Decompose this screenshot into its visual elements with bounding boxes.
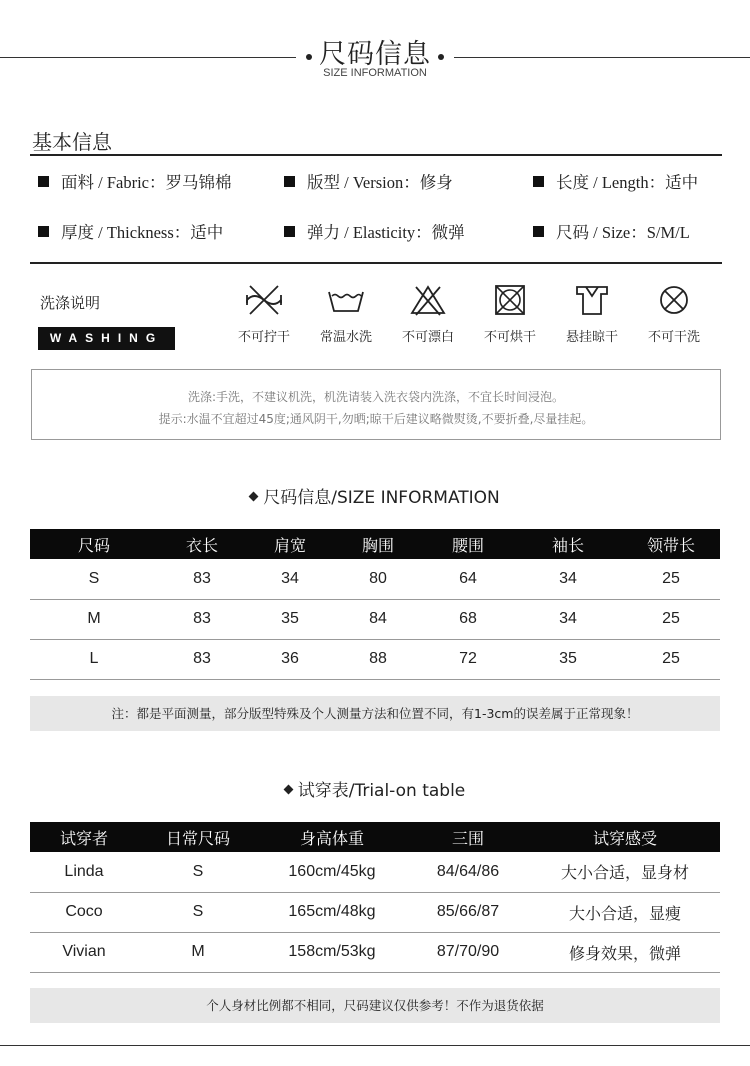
no-wring-icon — [244, 283, 284, 317]
wash-icon-label: 常温水洗 — [319, 330, 372, 345]
table-cell: 64 — [422, 559, 514, 599]
table-cell: 34 — [514, 559, 622, 599]
table-cell: Coco — [30, 892, 138, 932]
table-cell: M — [30, 599, 158, 639]
page-subtitle: SIZE INFORMATION — [323, 67, 427, 79]
table-header-cell: 试穿感受 — [530, 822, 720, 852]
basic-info-rule-bottom — [30, 262, 722, 264]
basic-info-text: 弹力 / Elasticity：微弹 — [307, 223, 465, 242]
table-cell: 25 — [622, 559, 720, 599]
header-dot-right — [438, 54, 444, 60]
no-dry-clean-icon — [654, 283, 694, 317]
basic-info-text: 厚度 / Thickness：适中 — [61, 223, 224, 242]
table-cell: Vivian — [30, 932, 138, 972]
table-cell: Linda — [30, 852, 138, 892]
wash-icon-item — [308, 283, 384, 345]
wash-icon-label: 不可拧干 — [237, 330, 290, 345]
trial-section-title — [0, 776, 750, 801]
trial-table-header-row — [30, 822, 720, 852]
table-cell: 84 — [334, 599, 422, 639]
table-cell: 25 — [622, 599, 720, 639]
no-bleach-icon — [408, 283, 448, 317]
trial-table — [30, 822, 720, 973]
hang-dry-icon — [572, 283, 612, 317]
table-header-cell: 腰围 — [422, 529, 514, 559]
header-rule-right — [454, 57, 750, 58]
size-measure-note: 注：都是平面测量，部分版型特殊及个人测量方法和位置不同，有1-3cm的误差属于正常现象！ — [30, 696, 720, 731]
table-cell: 84/64/86 — [406, 852, 530, 892]
basic-info-rule-top — [30, 154, 722, 156]
size-section-title — [0, 483, 750, 508]
washing-notes-box — [31, 369, 721, 440]
bullet-square-icon — [533, 226, 544, 237]
basic-info-item — [38, 168, 232, 194]
basic-info-grid — [38, 168, 722, 268]
wash-icon-item — [226, 283, 302, 345]
table-cell: 88 — [334, 639, 422, 679]
table-cell: 大小合适，显瘦 — [530, 892, 720, 932]
table-cell: 83 — [158, 559, 246, 599]
basic-info-title: 基本信息 — [32, 130, 112, 154]
basic-info-row — [38, 168, 722, 218]
table-cell: S — [138, 852, 258, 892]
table-cell: L — [30, 639, 158, 679]
table-cell: 165cm/48kg — [258, 892, 406, 932]
table-header-cell: 日常尺码 — [138, 822, 258, 852]
basic-info-text: 面料 / Fabric：罗马锦棉 — [61, 173, 232, 192]
table-row — [30, 892, 720, 932]
table-cell: 34 — [514, 599, 622, 639]
table-header-cell: 身高体重 — [258, 822, 406, 852]
table-cell: S — [138, 892, 258, 932]
table-cell: 83 — [158, 639, 246, 679]
table-header-cell: 试穿者 — [30, 822, 138, 852]
basic-info-row — [38, 218, 722, 268]
wash-icon-label: 不可干洗 — [647, 330, 700, 345]
bullet-square-icon — [284, 176, 295, 187]
basic-info-text: 长度 / Length：适中 — [556, 173, 699, 192]
bullet-square-icon — [284, 226, 295, 237]
normal-wash-icon — [326, 283, 366, 317]
table-cell: 83 — [158, 599, 246, 639]
table-cell: 72 — [422, 639, 514, 679]
wash-icon-item — [636, 283, 712, 345]
size-table — [30, 529, 720, 680]
size-table-header-row — [30, 529, 720, 559]
wash-icon-label: 不可漂白 — [401, 330, 454, 345]
table-cell: 158cm/53kg — [258, 932, 406, 972]
basic-info-text: 尺码 / Size：S/M/L — [556, 223, 690, 242]
table-header-cell: 领带长 — [622, 529, 720, 559]
basic-info-item — [533, 168, 698, 194]
table-header-cell: 胸围 — [334, 529, 422, 559]
table-header-cell: 肩宽 — [246, 529, 334, 559]
wash-icon-item — [554, 283, 630, 345]
basic-info-item — [284, 218, 465, 244]
table-cell: 大小合适，显身材 — [530, 852, 720, 892]
washing-note-line: 提示:水温不宜超过45度;通风阴干,勿晒;晾干后建议略微熨烫,不要折叠,尽量挂起。 — [158, 412, 594, 426]
table-cell: 85/66/87 — [406, 892, 530, 932]
table-cell: 80 — [334, 559, 422, 599]
table-row — [30, 599, 720, 639]
size-section-title-text: 尺码信息/SIZE INFORMATION — [263, 488, 500, 508]
bullet-square-icon — [38, 176, 49, 187]
table-cell: 68 — [422, 599, 514, 639]
bullet-square-icon — [38, 226, 49, 237]
table-cell: 修身效果，微弹 — [530, 932, 720, 972]
trial-section-title-text: 试穿表/Trial-on table — [297, 781, 466, 801]
wash-icon-item — [390, 283, 466, 345]
wash-icon-item — [472, 283, 548, 345]
table-header-cell: 尺码 — [30, 529, 158, 559]
basic-info-item — [533, 218, 690, 244]
diamond-bullet-icon — [283, 784, 293, 794]
page-header — [0, 22, 750, 82]
table-cell: S — [30, 559, 158, 599]
no-tumble-dry-icon — [490, 283, 530, 317]
table-row — [30, 639, 720, 679]
table-row — [30, 852, 720, 892]
table-cell: 25 — [622, 639, 720, 679]
table-header-cell: 衣长 — [158, 529, 246, 559]
bullet-square-icon — [533, 176, 544, 187]
diamond-bullet-icon — [249, 491, 259, 501]
basic-info-text: 版型 / Version：修身 — [307, 173, 453, 192]
wash-icon-label: 不可烘干 — [483, 330, 536, 345]
table-cell: 35 — [246, 599, 334, 639]
table-cell: 160cm/45kg — [258, 852, 406, 892]
trial-disclaimer-note: 个人身材比例都不相同，尺码建议仅供参考！不作为退货依据 — [30, 988, 720, 1023]
basic-info-item — [38, 218, 223, 244]
washing-note-line: 洗涤:手洗，不建议机洗，机洗请装入洗衣袋内洗涤，不宜长时间浸泡。 — [187, 390, 565, 404]
table-cell: 34 — [246, 559, 334, 599]
table-row — [30, 932, 720, 972]
table-cell: 87/70/90 — [406, 932, 530, 972]
table-cell: 35 — [514, 639, 622, 679]
table-cell: M — [138, 932, 258, 972]
wash-icon-label: 悬挂晾干 — [565, 330, 618, 345]
basic-info-item — [284, 168, 453, 194]
washing-label: 洗涤说明 — [40, 294, 101, 312]
table-header-cell: 袖长 — [514, 529, 622, 559]
washing-badge: WASHING — [38, 327, 175, 350]
table-cell: 36 — [246, 639, 334, 679]
table-row — [30, 559, 720, 599]
bottom-rule — [0, 1045, 750, 1046]
table-header-cell: 三围 — [406, 822, 530, 852]
page-title: 尺码信息 — [319, 39, 431, 70]
